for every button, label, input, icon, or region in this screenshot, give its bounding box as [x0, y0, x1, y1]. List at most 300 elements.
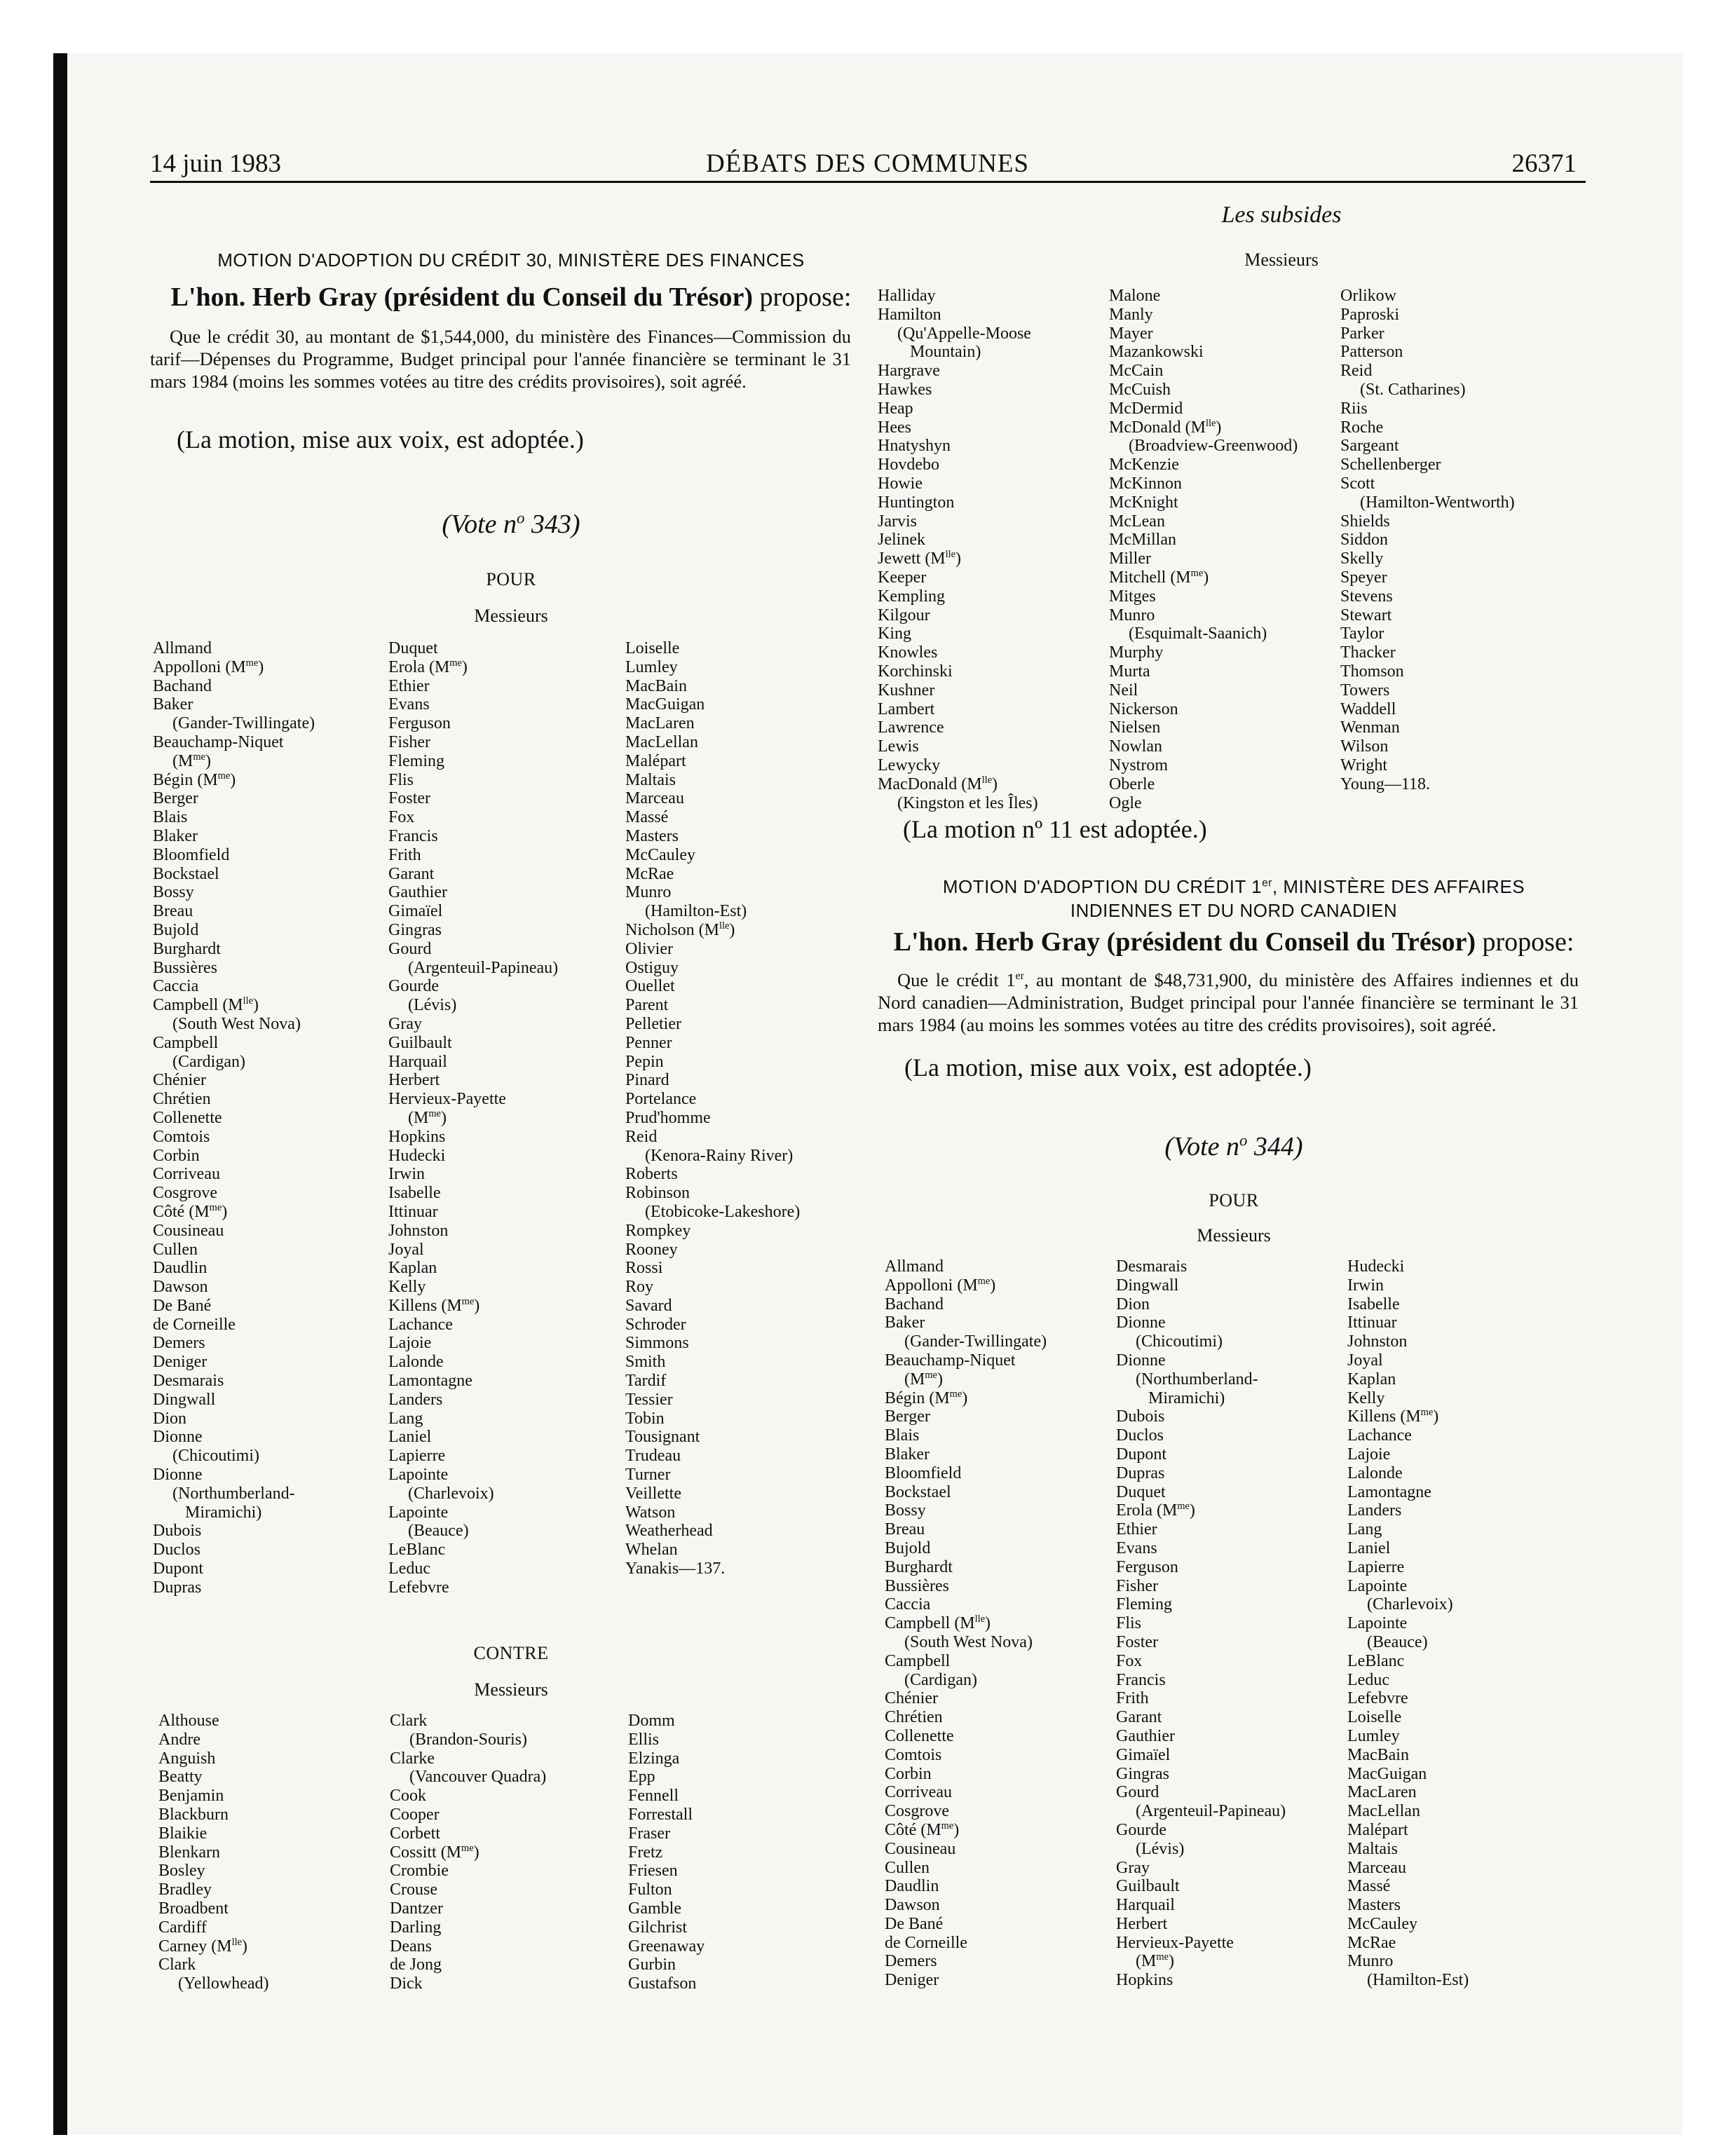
member-name: (St. Catharines): [1360, 380, 1466, 399]
member-name: Bossy: [885, 1501, 926, 1520]
member-name: Hovdebo: [878, 456, 939, 475]
member-name: Blaker: [885, 1445, 930, 1464]
member-name: Fox: [1116, 1651, 1143, 1670]
member-name: McRae: [625, 864, 674, 883]
member-name: Gurbin: [628, 1956, 676, 1974]
member-name: Deniger: [153, 1353, 207, 1372]
member-name: (Yellowhead): [178, 1974, 269, 1993]
member-name: Parent: [625, 996, 669, 1015]
member-name: Lawrence: [878, 718, 944, 737]
member-name: Joyal: [388, 1240, 424, 1259]
member-name: Hopkins: [1116, 1971, 1173, 1990]
member-name: Isabelle: [1347, 1295, 1400, 1314]
continued-list-col2: [1109, 287, 1298, 812]
member-name: Malone: [1109, 287, 1161, 305]
member-name: Domm: [628, 1712, 675, 1730]
motion-11-result: (La motion nº 11 est adoptée.): [903, 815, 1207, 843]
member-name: Irwin: [1347, 1276, 1384, 1295]
member-name: Maltais: [1347, 1839, 1398, 1858]
member-name: McKnight: [1109, 493, 1178, 512]
member-name: Oberle: [1109, 775, 1155, 793]
member-name: Killens $(M^{me})$: [1347, 1407, 1439, 1426]
member-name: Dawson: [153, 1278, 208, 1297]
member-name: Fennell: [628, 1787, 679, 1806]
member-name: Caccia: [885, 1595, 931, 1614]
member-name: Rossi: [625, 1259, 663, 1278]
vote-343-pour-label: POUR: [486, 569, 536, 589]
member-name: Joyal: [1347, 1351, 1383, 1370]
vote-343-sup: o: [517, 509, 525, 527]
member-name: Young—118.: [1340, 775, 1431, 793]
member-name: MacBain: [625, 676, 687, 695]
member-name: Lapierre: [1347, 1557, 1405, 1576]
member-name: Allmand: [885, 1257, 944, 1276]
member-name: Dubois: [153, 1522, 202, 1541]
member-name: Comtois: [885, 1745, 942, 1764]
member-name: Duclos: [153, 1541, 200, 1560]
member-name: Nicholson $(M^{lle})$: [625, 920, 735, 939]
member-name: (Hamilton-Est): [645, 902, 747, 921]
member-name: Erola $(M^{me})$: [388, 657, 468, 676]
member-name: Daudlin: [153, 1259, 207, 1278]
member-name: Dawson: [885, 1896, 940, 1915]
member-name: Jarvis: [878, 512, 917, 531]
member-name: Munro: [1347, 1952, 1394, 1971]
member-name: Lamontagne: [388, 1372, 472, 1391]
member-name: Irwin: [388, 1165, 425, 1184]
member-name: (Vancouver Quadra): [409, 1768, 547, 1787]
member-name: Campbell $(M^{lle})$: [885, 1613, 991, 1633]
member-name: Manly: [1109, 305, 1153, 324]
member-name: (Charlevoix): [408, 1484, 494, 1503]
member-name: Laniel: [388, 1428, 432, 1447]
member-name: Campbell: [153, 1033, 219, 1052]
member-name: Reid: [1340, 362, 1373, 381]
member-name: Cullen: [153, 1240, 198, 1259]
member-name: Killens $(M^{me})$: [388, 1295, 480, 1315]
member-name: Appolloni $(M^{me})$: [885, 1275, 996, 1295]
member-name: Bussières: [153, 958, 217, 977]
member-name: King: [878, 625, 911, 643]
motion-1-result: (La motion, mise aux voix, est adoptée.): [904, 1053, 1312, 1082]
member-name: Cousineau: [885, 1839, 956, 1858]
member-name: Gauthier: [388, 883, 447, 902]
member-name: Leduc: [1347, 1670, 1389, 1689]
continued-messieurs-label: Messieurs: [1244, 250, 1319, 270]
member-name: Schellenberger: [1340, 456, 1441, 475]
member-name: Gimaïel: [388, 902, 443, 921]
member-name: Dionne: [1116, 1314, 1166, 1332]
member-name: Gourde: [1116, 1820, 1166, 1839]
member-name: Wright: [1340, 756, 1388, 775]
member-name: Dick: [390, 1974, 423, 1993]
member-name: Fisher: [388, 732, 430, 751]
vote-343-messieurs-label: Messieurs: [474, 606, 548, 626]
proposer-verb: propose:: [753, 282, 852, 312]
member-name: Ouellet: [625, 977, 675, 996]
member-name: Clark: [390, 1712, 428, 1730]
member-name: Blais: [153, 808, 188, 827]
member-name: $(M^{me})$: [904, 1369, 943, 1389]
vote-344-heading: (Vote $n^o$ 344): [1164, 1131, 1303, 1161]
member-name: Watson: [625, 1503, 676, 1522]
member-name: Thacker: [1340, 643, 1396, 662]
member-name: Bradley: [158, 1881, 212, 1899]
member-name: de Corneille: [153, 1315, 236, 1334]
member-name: Cooper: [390, 1805, 440, 1824]
member-name: Kushner: [878, 681, 935, 700]
member-name: Guilbault: [1116, 1877, 1180, 1896]
member-name: Wenman: [1340, 718, 1400, 737]
member-name: Mountain): [910, 343, 981, 362]
member-name: Landers: [388, 1390, 443, 1409]
member-name: Leduc: [388, 1560, 430, 1578]
member-name: Frith: [1116, 1689, 1149, 1708]
proposer-verb: propose:: [1476, 927, 1574, 957]
member-name: Johnston: [1347, 1332, 1408, 1351]
member-name: Parker: [1340, 324, 1384, 343]
member-name: Darling: [390, 1918, 442, 1937]
member-name: Lajoie: [388, 1334, 432, 1353]
member-name: Lachance: [1347, 1426, 1412, 1445]
member-name: Lang: [1347, 1520, 1382, 1539]
member-name: (Gander-Twillingate): [904, 1332, 1047, 1351]
motion-1-title: MOTION D'ADOPTION DU CRÉDIT 1er, MINISTÈRE DES AFFAIRES INDIENNES ET DU NORD CANADIEN: [942, 876, 1525, 921]
member-name: Hees: [878, 418, 911, 437]
member-name: Kilgour: [878, 606, 930, 625]
member-name: Kaplan: [388, 1259, 437, 1278]
member-name: Demers: [153, 1334, 205, 1353]
member-name: Deniger: [885, 1971, 939, 1990]
member-name: Garant: [1116, 1708, 1162, 1727]
member-name: Lefebvre: [1347, 1689, 1408, 1708]
proposer-name: L'hon. Herb Gray (président du Conseil du Trésor): [170, 282, 754, 312]
member-name: Lapointe: [388, 1466, 449, 1485]
member-name: McKinnon: [1109, 474, 1182, 493]
member-name: Smith: [625, 1353, 666, 1372]
member-name: De Bané: [885, 1914, 944, 1933]
member-name: Demers: [885, 1952, 937, 1971]
member-name: $(M^{me})$: [408, 1107, 447, 1127]
member-name: Lalonde: [388, 1353, 444, 1372]
member-name: Nickerson: [1109, 700, 1178, 718]
member-name: Bloomfield: [153, 845, 230, 864]
member-name: Bégin $(M^{me})$: [885, 1388, 968, 1407]
member-name: Jelinek: [878, 531, 925, 550]
member-name: Broadbent: [158, 1899, 229, 1918]
member-name: Bujold: [153, 920, 199, 939]
member-name: (Chicoutimi): [1136, 1332, 1223, 1351]
motion-30-title: MOTION D'ADOPTION DU CRÉDIT 30, MINISTÈRE DES FINANCES: [217, 250, 805, 271]
member-name: Friesen: [628, 1862, 678, 1881]
member-name: Epp: [628, 1768, 655, 1787]
member-name: Gilchrist: [628, 1918, 687, 1937]
member-name: Tessier: [625, 1390, 673, 1409]
member-name: Bosley: [158, 1862, 205, 1881]
member-name: Duclos: [1116, 1426, 1164, 1445]
member-name: Comtois: [153, 1127, 210, 1146]
member-name: Allmand: [153, 639, 212, 657]
member-name: Hudecki: [1347, 1257, 1405, 1276]
member-name: McCain: [1109, 362, 1164, 381]
member-name: Chénier: [885, 1689, 938, 1708]
member-name: Blais: [885, 1426, 920, 1445]
member-name: Lumley: [1347, 1726, 1400, 1745]
member-name: Penner: [625, 1033, 672, 1052]
member-name: Dionne: [153, 1466, 203, 1485]
member-name: Marceau: [625, 789, 684, 808]
member-name: Laniel: [1347, 1538, 1391, 1557]
member-name: Chrétien: [153, 1090, 211, 1109]
member-name: Cook: [390, 1787, 427, 1806]
member-name: McDonald $(M^{lle})$: [1109, 417, 1222, 437]
member-name: Dupont: [153, 1560, 203, 1578]
member-name: Gustafson: [628, 1974, 697, 1993]
member-name: Deans: [390, 1937, 432, 1956]
member-name: Foster: [388, 789, 430, 808]
member-name: Gray: [1116, 1858, 1150, 1877]
member-name: (Lévis): [1136, 1839, 1185, 1858]
member-name: Blaker: [153, 826, 198, 845]
member-name: Evans: [388, 695, 430, 714]
member-name: Fisher: [1116, 1576, 1158, 1595]
member-name: Fox: [388, 808, 415, 827]
member-name: (Lévis): [408, 996, 457, 1015]
member-name: Cardiff: [158, 1918, 207, 1937]
member-name: Paproski: [1340, 305, 1399, 324]
motion-1-text: Que le crédit 1er, au montant de $48,731,900, du ministère des Affaires indiennes et du Nord canadien—Administration, Budget principal pour l'année financière se terminant le 31 mars 1984 (au moins les sommes votées au titre des crédits provisoires), soit agréé.: [878, 969, 1579, 1035]
member-name: Cosgrove: [153, 1184, 217, 1203]
member-name: Hudecki: [388, 1146, 446, 1165]
member-name: Ethier: [1116, 1520, 1157, 1539]
header-title: DÉBATS DES COMMUNES: [705, 149, 1029, 178]
member-name: (Qu'Appelle-Moose: [897, 324, 1031, 343]
vote-343-contre-col2: [390, 1712, 546, 1993]
member-name: (Chicoutimi): [172, 1447, 259, 1466]
motion-30-text: Que le crédit 30, au montant de $1,544,000, du ministère des Finances—Commission du tarif—Dépenses du Programme, Budget principal pour l'année financière se terminant le 31 mars 1984 (moins les sommes votées au titre des crédits provisoires), soit agréé.: [150, 326, 851, 392]
member-name: Schroder: [625, 1315, 686, 1334]
member-name: Portelance: [625, 1090, 697, 1109]
member-name: Corbett: [390, 1824, 440, 1843]
member-name: Dingwall: [153, 1390, 216, 1409]
member-name: Hamilton: [878, 305, 941, 324]
member-name: Robinson: [625, 1184, 690, 1203]
member-name: (Cardigan): [904, 1670, 977, 1689]
member-name: Pepin: [625, 1052, 664, 1071]
member-name: Côté $(M^{me})$: [885, 1820, 960, 1839]
member-name: (South West Nova): [904, 1632, 1033, 1651]
member-name: Guilbault: [388, 1033, 452, 1052]
scan-edge-bar: [53, 53, 67, 2135]
member-name: Masters: [1347, 1896, 1401, 1915]
member-name: Dingwall: [1116, 1276, 1179, 1295]
member-name: Howie: [878, 474, 923, 493]
member-name: Lapointe: [1347, 1614, 1408, 1633]
member-name: Chénier: [153, 1071, 206, 1090]
member-name: Stewart: [1340, 606, 1392, 625]
member-name: Sargeant: [1340, 437, 1399, 456]
motion-1-proposer: [876, 927, 1591, 957]
member-name: Fleming: [388, 751, 445, 770]
vote-344-pour-label: POUR: [1209, 1190, 1259, 1210]
member-name: Bachand: [153, 676, 212, 695]
member-name: Waddell: [1340, 700, 1396, 718]
member-name: Kempling: [878, 587, 945, 606]
member-name: Gamble: [628, 1899, 681, 1918]
member-name: Landers: [1347, 1501, 1402, 1520]
member-name: Wilson: [1340, 737, 1389, 756]
member-name: Flis: [388, 770, 414, 789]
member-name: Chrétien: [885, 1708, 943, 1727]
member-name: Orlikow: [1340, 287, 1396, 305]
member-name: Munro: [1109, 606, 1155, 625]
member-name: Fretz: [628, 1843, 663, 1862]
member-name: (Gander-Twillingate): [172, 714, 315, 733]
member-name: Ittinuar: [388, 1202, 438, 1221]
proposer-name: L'hon. Herb Gray (président du Conseil du Trésor): [893, 927, 1476, 957]
member-name: Malépart: [1347, 1820, 1408, 1839]
member-name: De Bané: [153, 1296, 212, 1315]
member-name: Herbert: [1116, 1914, 1168, 1933]
member-name: Bussières: [885, 1576, 949, 1595]
member-name: Bockstael: [885, 1482, 951, 1501]
member-name: Tousignant: [625, 1428, 700, 1447]
member-name: Kelly: [388, 1278, 426, 1297]
member-name: Harquail: [1116, 1896, 1175, 1915]
continued-list-col1: [878, 287, 1038, 812]
member-name: Olivier: [625, 939, 673, 958]
member-name: Blackburn: [158, 1805, 229, 1824]
member-name: Hervieux-Payette: [1116, 1933, 1234, 1952]
member-name: Beauchamp-Niquet: [153, 732, 284, 751]
member-name: MacLaren: [1347, 1783, 1417, 1802]
member-name: Lambert: [878, 700, 935, 718]
member-name: Beauchamp-Niquet: [885, 1351, 1016, 1370]
member-name: Burghardt: [885, 1557, 953, 1576]
member-name: Huntington: [878, 493, 955, 512]
member-name: Clark: [158, 1956, 196, 1974]
member-name: Caccia: [153, 977, 199, 996]
member-name: (Hamilton-Est): [1367, 1971, 1469, 1990]
continued-list-col3: [1340, 287, 1515, 794]
member-name: (Kenora-Rainy River): [645, 1146, 794, 1165]
member-name: McRae: [1347, 1933, 1396, 1952]
member-name: Dantzer: [390, 1899, 443, 1918]
member-name: Murphy: [1109, 643, 1164, 662]
vote-343-contre-messieurs-label: Messieurs: [474, 1679, 548, 1700]
member-name: Lachance: [388, 1315, 453, 1334]
member-name: Anguish: [158, 1749, 216, 1768]
member-name: (Cardigan): [172, 1052, 245, 1071]
member-name: Desmarais: [1116, 1257, 1188, 1276]
member-name: Roche: [1340, 418, 1384, 437]
member-name: Berger: [153, 789, 198, 808]
member-name: Lewis: [878, 737, 919, 756]
member-name: McCauley: [1347, 1914, 1417, 1933]
member-name: Daudlin: [885, 1877, 939, 1896]
member-name: Lamontagne: [1347, 1482, 1431, 1501]
member-name: McCauley: [625, 845, 695, 864]
member-name: Garant: [388, 864, 435, 883]
vote-343-contre-label: CONTRE: [473, 1643, 549, 1663]
member-name: Ethier: [388, 676, 430, 695]
member-name: Reid: [625, 1127, 658, 1146]
member-name: Forrestall: [628, 1805, 693, 1824]
member-name: Heap: [878, 399, 913, 418]
member-name: Rompkey: [625, 1221, 691, 1240]
vote-344-sup: o: [1239, 1131, 1248, 1149]
member-name: (Northumberland-: [1136, 1370, 1258, 1389]
member-name: $(M^{me})$: [1136, 1951, 1174, 1971]
member-name: Kelly: [1347, 1389, 1385, 1407]
member-name: Appolloni $(M^{me})$: [153, 657, 264, 676]
member-name: (Argenteuil-Papineau): [1136, 1802, 1286, 1821]
member-name: Dion: [153, 1409, 186, 1428]
member-name: Francis: [1116, 1670, 1166, 1689]
member-name: Tardif: [625, 1372, 667, 1391]
member-name: Côté $(M^{me})$: [153, 1201, 228, 1221]
member-name: Mitchell $(M^{me})$: [1109, 567, 1209, 587]
member-name: (Etobicoke-Lakeshore): [645, 1202, 801, 1221]
member-name: Hargrave: [878, 362, 940, 381]
member-name: Patterson: [1340, 343, 1403, 362]
member-name: Fleming: [1116, 1595, 1173, 1614]
member-name: Hnatyshyn: [878, 437, 951, 456]
member-name: Francis: [388, 826, 438, 845]
member-name: Corbin: [885, 1764, 932, 1783]
member-name: Gingras: [388, 920, 442, 939]
member-name: McDermid: [1109, 399, 1183, 418]
header-date: 14 juin 1983: [150, 149, 282, 178]
member-name: Dubois: [1116, 1407, 1165, 1426]
vote-343-contre-col1: [158, 1712, 269, 1993]
motion-30-proposer: [150, 282, 872, 313]
vote-343-contre-col3: [628, 1712, 705, 1993]
member-name: Maltais: [625, 770, 676, 789]
member-name: Rooney: [625, 1240, 678, 1259]
member-name: Lefebvre: [388, 1578, 449, 1597]
member-name: Veillette: [625, 1484, 681, 1503]
member-name: Savard: [625, 1296, 672, 1315]
member-name: Mitges: [1109, 587, 1156, 606]
member-name: Blenkarn: [158, 1843, 220, 1862]
member-name: Roy: [625, 1278, 654, 1297]
member-name: Fulton: [628, 1881, 672, 1899]
member-name: Andre: [158, 1730, 200, 1749]
member-name: de Corneille: [885, 1933, 967, 1952]
member-name: Dupras: [1116, 1464, 1165, 1482]
member-name: Dion: [1116, 1295, 1150, 1314]
member-name: Lapointe: [1347, 1576, 1408, 1595]
member-name: Baker: [885, 1314, 925, 1332]
member-name: Lapierre: [388, 1447, 446, 1466]
member-name: Keeper: [878, 568, 927, 587]
member-name: Beatty: [158, 1768, 203, 1787]
member-name: Gingras: [1116, 1764, 1169, 1783]
member-name: Mazankowski: [1109, 343, 1204, 362]
member-name: Bachand: [885, 1295, 944, 1314]
member-name: Roberts: [625, 1165, 678, 1184]
member-name: (Charlevoix): [1367, 1595, 1453, 1614]
member-name: Cossitt $(M^{me})$: [390, 1842, 479, 1862]
vote-343-heading: (Vote $n^o$ 343): [442, 509, 580, 539]
member-name: Whelan: [625, 1541, 678, 1560]
member-name: Jewett $(M^{lle})$: [878, 549, 962, 568]
member-name: Hopkins: [388, 1127, 446, 1146]
vote-343-pour-col2: [388, 639, 558, 1597]
member-name: Duquet: [388, 639, 438, 657]
member-name: Carney $(M^{lle})$: [158, 1936, 248, 1956]
